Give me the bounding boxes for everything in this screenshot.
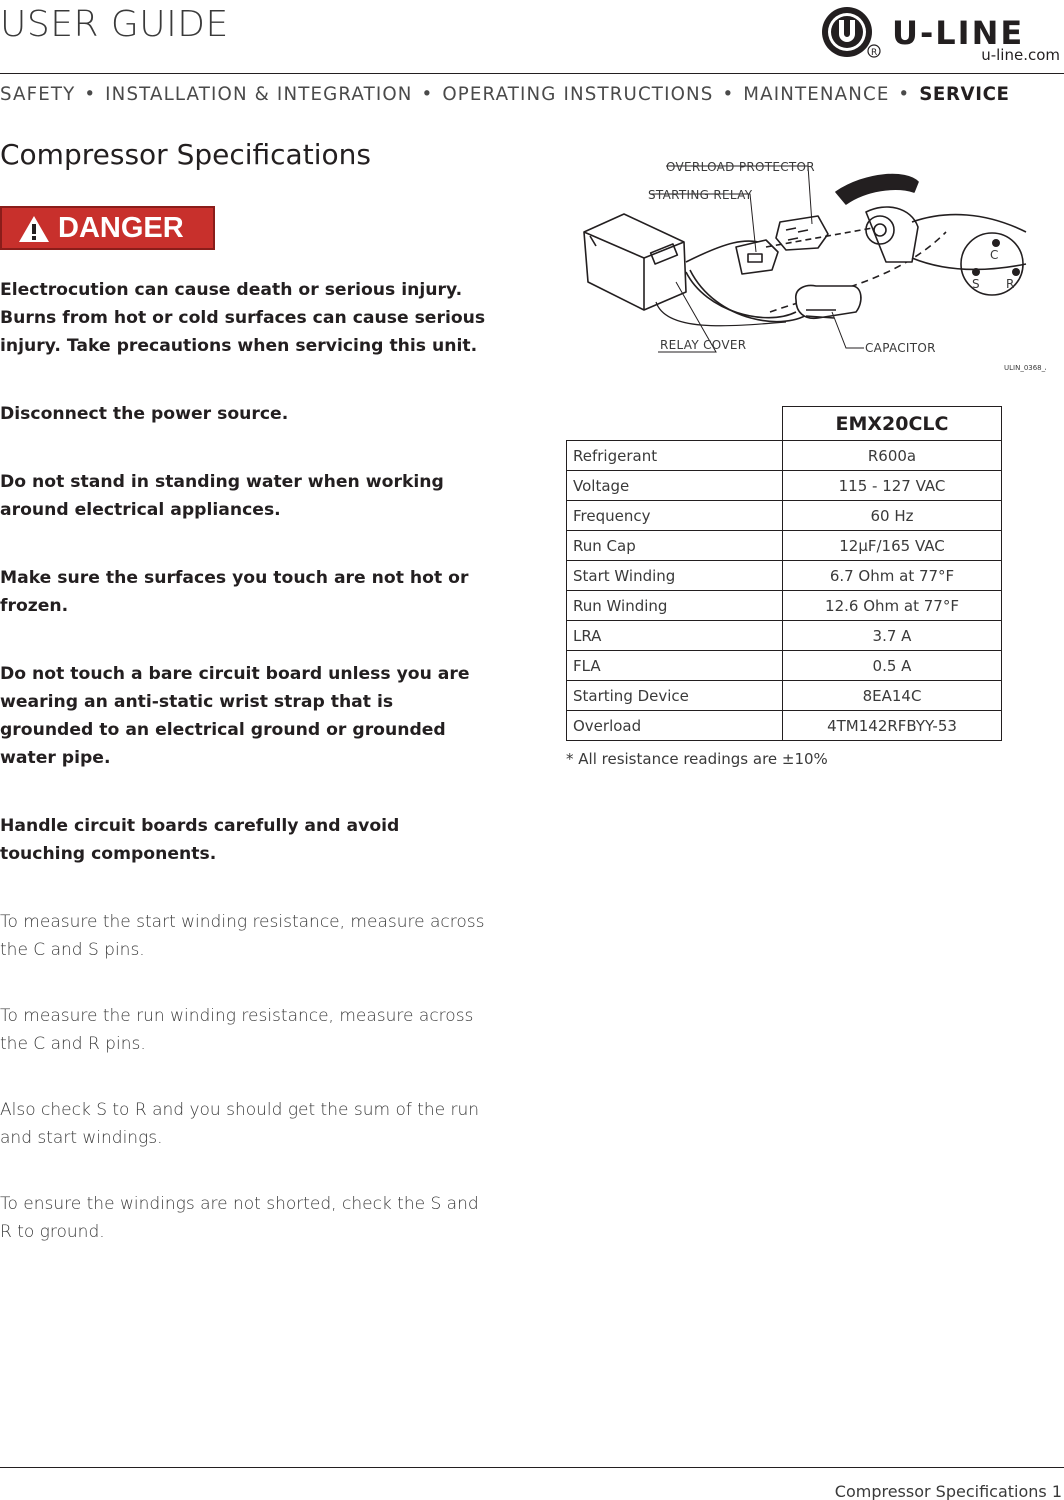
spec-label: Frequency: [567, 501, 783, 531]
svg-text:R: R: [871, 48, 878, 58]
spec-label: Voltage: [567, 471, 783, 501]
nav-item-operating: OPERATING INSTRUCTIONS: [442, 84, 714, 105]
danger-label: DANGER: [58, 212, 184, 244]
label-overload-protector: OVERLOAD PROTECTOR: [666, 160, 815, 174]
warning-paragraph: Do not stand in standing water when working around electrical appliances.: [0, 472, 444, 520]
label-pin-s: S: [972, 277, 980, 291]
footer-divider: [0, 1467, 1064, 1468]
warning-paragraph: Make sure the surfaces you touch are not hot or frozen.: [0, 568, 469, 616]
svg-text:U-LINE: U-LINE: [892, 14, 1025, 52]
spec-label: FLA: [567, 651, 783, 681]
spec-value: 12.6 Ohm at 77°F: [783, 591, 1002, 621]
spec-value: 60 Hz: [783, 501, 1002, 531]
label-pin-r: R: [1006, 277, 1015, 291]
label-starting-relay: STARTING RELAY: [648, 188, 753, 202]
nav-item-installation: INSTALLATION & INTEGRATION: [105, 84, 413, 105]
spec-value: 0.5 A: [783, 651, 1002, 681]
table-footnote: * All resistance readings are ±10%: [566, 750, 828, 768]
spec-label: Refrigerant: [567, 441, 783, 471]
table-row: [567, 711, 1002, 741]
table-row: [567, 501, 1002, 531]
spec-value: 4TM142RFBYY-53: [783, 711, 1002, 741]
warning-paragraph: Handle circuit boards carefully and avoid touching components.: [0, 816, 400, 864]
relay-cover-shape: [584, 214, 686, 310]
instruction-paragraph: To ensure the windings are not shorted, check the S and R to ground.: [0, 1194, 479, 1242]
spec-label: Start Winding: [567, 561, 783, 591]
spec-value: 3.7 A: [783, 621, 1002, 651]
document-title: USER GUIDE: [0, 4, 229, 45]
warning-paragraph: Disconnect the power source.: [0, 404, 289, 424]
warning-triangle-icon: [18, 215, 50, 243]
spec-label: LRA: [567, 621, 783, 651]
section-nav: [0, 84, 1064, 105]
spec-label: Starting Device: [567, 681, 783, 711]
nav-item-service: SERVICE: [919, 84, 1010, 105]
spec-value: 12µF/165 VAC: [783, 531, 1002, 561]
spec-label: Run Cap: [567, 531, 783, 561]
nav-separator: •: [898, 84, 911, 105]
spec-value: 8EA14C: [783, 681, 1002, 711]
label-capacitor: CAPACITOR: [865, 341, 936, 355]
nav-separator: •: [84, 84, 97, 105]
brand-url: u-line.com: [981, 46, 1060, 64]
table-row: [567, 471, 1002, 501]
nav-item-maintenance: MAINTENANCE: [743, 84, 890, 105]
nav-separator: •: [722, 84, 735, 105]
table-row: [567, 441, 1002, 471]
table-row: [567, 531, 1002, 561]
compressor-parts-illustration: [566, 152, 1046, 377]
instruction-paragraph: To measure the start winding resistance, measure across the C and S pins.: [0, 912, 485, 960]
warning-paragraph: Electrocution can cause death or serious injury. Burns from hot or cold surfaces can cause serious injury. Take precautions when servicing this unit.: [0, 280, 486, 356]
table-row: [567, 561, 1002, 591]
table-header-model: EMX20CLC: [783, 407, 1002, 441]
header-divider: [0, 73, 1064, 74]
compressor-diagram: [566, 152, 1046, 377]
instruction-paragraph: To measure the run winding resistance, measure across the C and R pins.: [0, 1006, 474, 1054]
table-header-blank: [567, 407, 783, 441]
table-row: [567, 651, 1002, 681]
compressor-spec-table: [566, 406, 1002, 741]
spec-value: R600a: [783, 441, 1002, 471]
table-header-row: [567, 407, 1002, 441]
footer-page-label: Compressor Specifications 1: [834, 1482, 1062, 1500]
nav-item-safety: SAFETY: [0, 84, 76, 105]
spec-value: 6.7 Ohm at 77°F: [783, 561, 1002, 591]
instruction-paragraph: Also check S to R and you should get the sum of the run and start windings.: [0, 1100, 480, 1148]
danger-banner: [0, 206, 215, 250]
spec-label: Run Winding: [567, 591, 783, 621]
label-relay-cover: RELAY COVER: [660, 338, 747, 352]
table-row: [567, 681, 1002, 711]
safety-text-column: [0, 276, 490, 1246]
table-row: [567, 621, 1002, 651]
table-row: [567, 591, 1002, 621]
nav-separator: •: [421, 84, 434, 105]
diagram-code: ULIN_0368_A: [1004, 364, 1046, 372]
warning-paragraph: Do not touch a bare circuit board unless you are wearing an anti-static wrist strap that is grounded to an electrical ground or grounded water pipe.: [0, 664, 470, 768]
page-title: Compressor Specifications: [0, 138, 371, 171]
spec-value: 115 - 127 VAC: [783, 471, 1002, 501]
spec-label: Overload: [567, 711, 783, 741]
label-pin-c: C: [990, 248, 999, 262]
